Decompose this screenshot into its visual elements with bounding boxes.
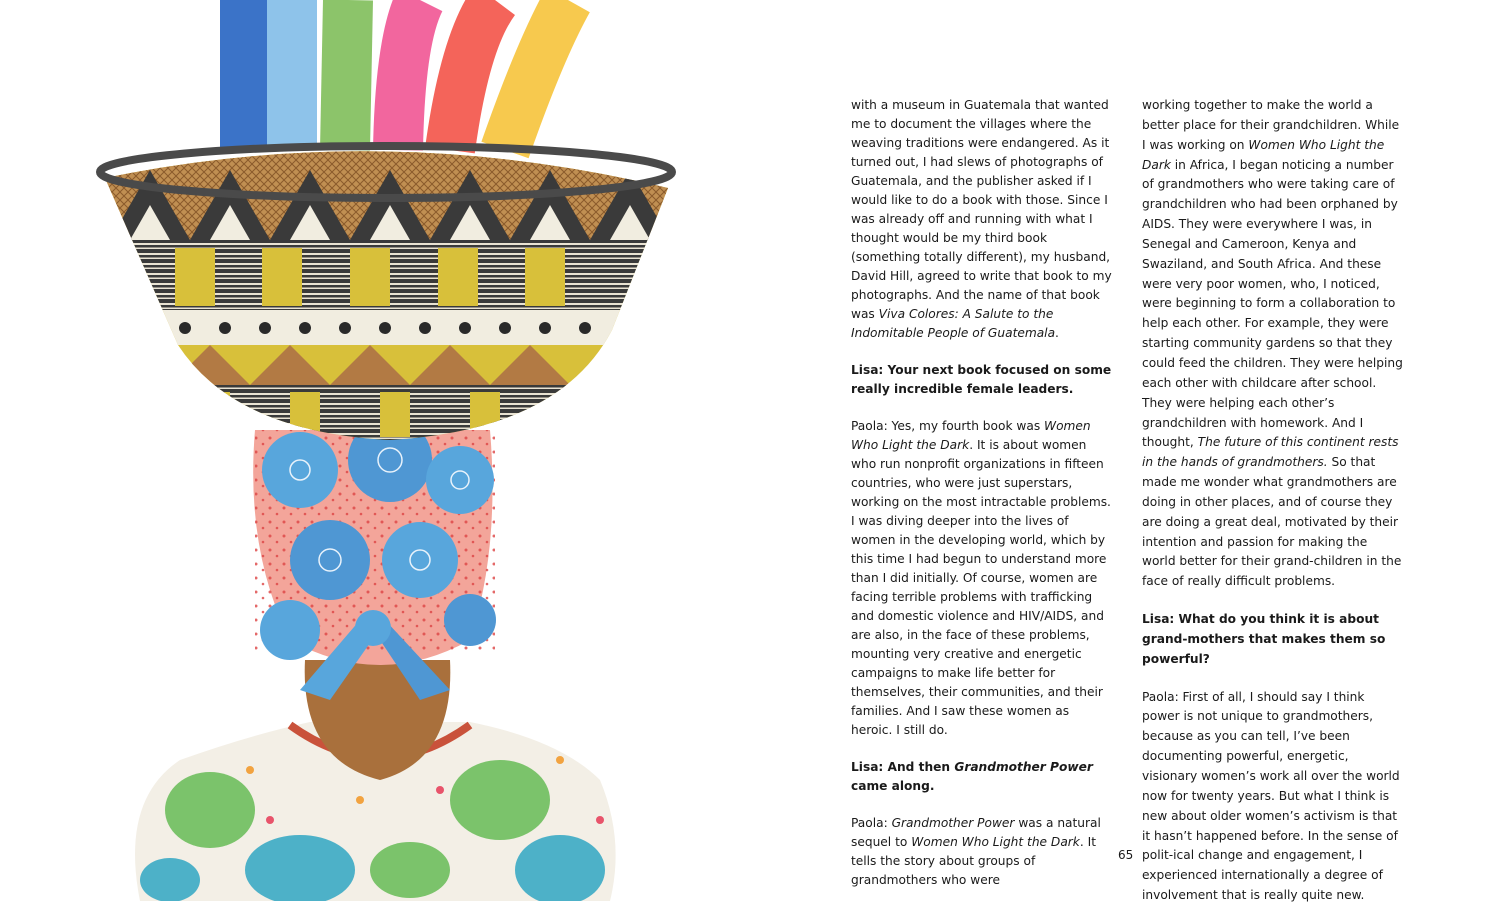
paragraph-natural-sequel: Paola: Grandmother Power was a natural sequel to Women Who Light the Dark. It tells the story about groups of grandmothers who were — [851, 816, 1101, 887]
question-grandmother-power: Lisa: And then Grandmother Power came along. — [851, 760, 1093, 793]
page-number: 65 — [1118, 848, 1134, 862]
paragraph-power-not-unique: Paola: First of all, I should say I think power is not unique to grandmothers, because as you can tell, I’ve been documenting powerful, energetic, visionary women’s work all over the world now for twenty years. But what I think is new about older women’s activism is that it hasn’t happened before. In the sense of polit-ical change and engagement, I experienced internationally a degree of involvement that is really quite new. — [1142, 689, 1400, 903]
text-column-right — [1142, 96, 1404, 924]
text-column-left — [851, 96, 1113, 908]
headscarf — [253, 418, 496, 700]
question-why-powerful: Lisa: What do you think it is about grand-mothers that makes them so powerful? — [1142, 612, 1386, 666]
basket — [90, 146, 690, 445]
paragraph-grandmothers-africa: working together to make the world a better place for their grandchildren. While I was working on Women Who Light the Dark in Africa, I began noticing a number of grandmothers who were taking care of grandchildren who had been orphaned by AIDS. They were everywhere I was, in Senegal and Cameroon, Kenya and Swaziland, and South Africa. And these were very poor women, who, I noticed, were beginning to form a collaboration to help each other. For example, they were starting community gardens so that they could feed the children. They were helping each other with childcare after school. They were helping each other’s grandchildren with homework. And I thought, The future of this continent rests in the hands of grandmothers. So that made me wonder what grandmothers are doing in other places, and of course they are doing a great deal, motivated by their intention and passion for making the world better for their grand-children in the face of really difficult problems. — [1142, 98, 1403, 589]
paragraph-fourth-book: Paola: Yes, my fourth book was Women Who Light the Dark. It is about women who run nonprofit organizations in fifteen countries, who were just superstars, working on the most intractable problems. I was diving deeper into the lives of women in the developing world, which by this time I had begun to understand more than I did initially. Of course, women are facing terrible problems with trafficking and domestic violence and HIV/AIDS, and are also, in the face of these problems, mounting very creative and energetic campaigns to make life better for themselves, their communities, and their families. And I saw these women as heroic. I still do. — [851, 419, 1111, 737]
question-female-leaders: Lisa: Your next book focused on some really incredible female leaders. — [851, 363, 1112, 396]
rainbow — [245, 0, 568, 150]
paragraph-museum: with a museum in Guatemala that wanted me to document the villages where the weaving traditions were endangered. As it turned out, I had slews of photographs of Guatemala, and the publisher asked if I would like to do a book with those. Since I was already off and running with what I thought would be my third book (something totally different), my husband, David Hill, agreed to write that book to my photographs. And the name of that book was Viva Colores: A Salute to the Indomitable People of Guatemala. — [851, 98, 1112, 340]
